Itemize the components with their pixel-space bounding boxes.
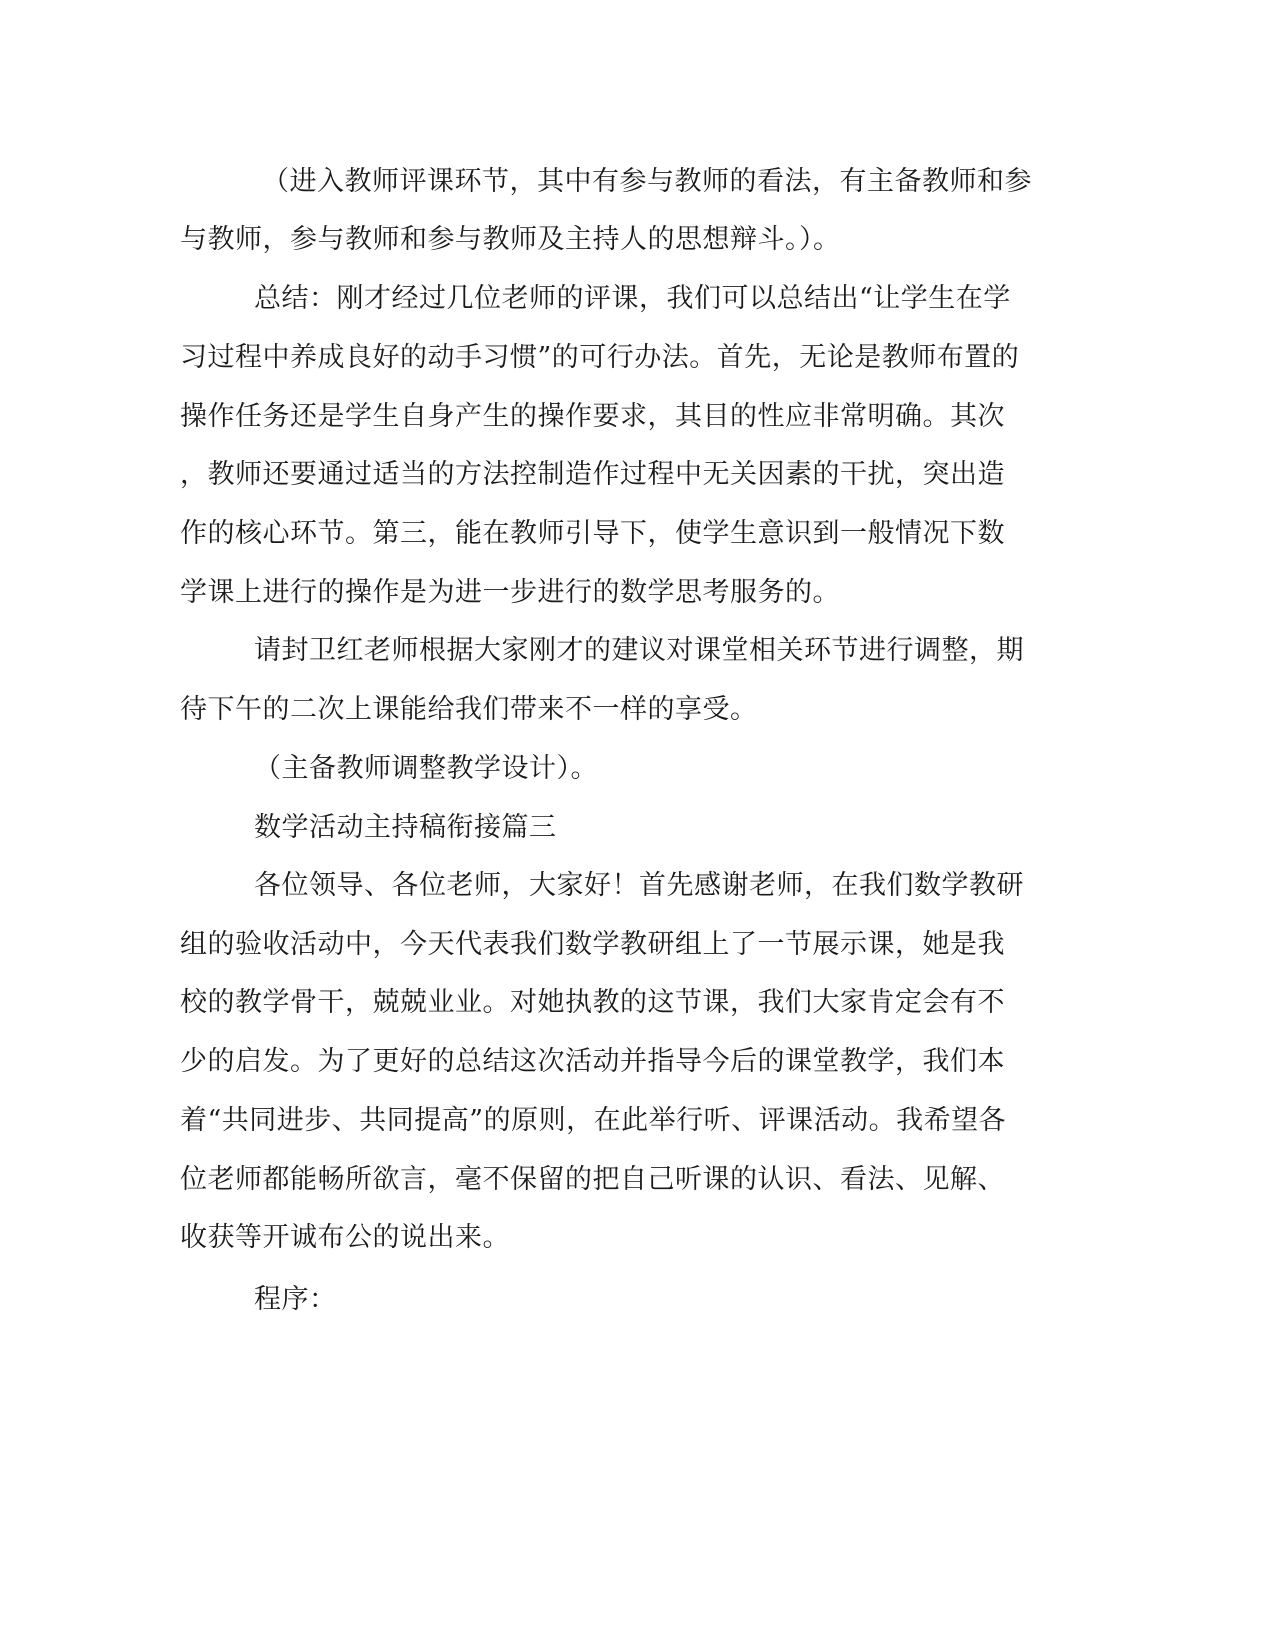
paragraph-line: 着“共同进步、共同提高”的原则，在此举行听、评课活动。我希望各 xyxy=(180,1105,1007,1136)
paragraph-line: 位老师都能畅所欲言，毫不保留的把自己听课的认识、看法、见解、 xyxy=(180,1164,1005,1195)
paragraph-line: 学课上进行的操作是为进一步进行的数学思考服务的。 xyxy=(180,577,840,608)
paragraph-line: 待下午的二次上课能给我们带来不一样的享受。 xyxy=(180,694,758,725)
paragraph-line: 少的启发。为了更好的总结这次活动并指导今后的课堂教学，我们本 xyxy=(180,1046,1005,1077)
paragraph-line: （主备教师调整教学设计）。 xyxy=(254,753,598,784)
paragraph-line: 收获等开诚布公的说出来。 xyxy=(180,1222,510,1253)
paragraph-line: 程序： xyxy=(254,1284,337,1315)
paragraph-line: 操作任务还是学生自身产生的操作要求，其目的性应非常明确。其次 xyxy=(180,401,1005,432)
paragraph-line: 总结：刚才经过几位老师的评课，我们可以总结出“让学生在学 xyxy=(254,283,1011,314)
paragraph-line: 请封卫红老师根据大家刚才的建议对课堂相关环节进行调整，期 xyxy=(254,635,1024,666)
paragraph-line: 校的教学骨干，兢兢业业。对她执教的这节课，我们大家肯定会有不 xyxy=(180,987,1005,1018)
paragraph-line: 各位领导、各位老师，大家好！首先感谢老师，在我们数学教研 xyxy=(254,870,1024,901)
paragraph-line: 作的核心环节。第三，能在教师引导下，使学生意识到一般情况下数 xyxy=(180,518,1005,549)
section-heading: 数学活动主持稿衔接篇三 xyxy=(254,812,557,843)
paragraph-line: ，教师还要通过适当的方法控制造作过程中无关因素的干扰，突出造 xyxy=(180,459,1005,490)
paragraph-line: 与教师，参与教师和参与教师及主持人的思想辩斗。）。 xyxy=(180,224,841,255)
paragraph-line: 习过程中养成良好的动手习惯”的可行办法。首先，无论是教师布置的 xyxy=(180,342,1020,373)
paragraph-line: 组的验收活动中，今天代表我们数学教研组上了一节展示课，她是我 xyxy=(180,929,1005,960)
paragraph-line: （进入教师评课环节，其中有参与教师的看法，有主备教师和参 xyxy=(262,166,1032,197)
